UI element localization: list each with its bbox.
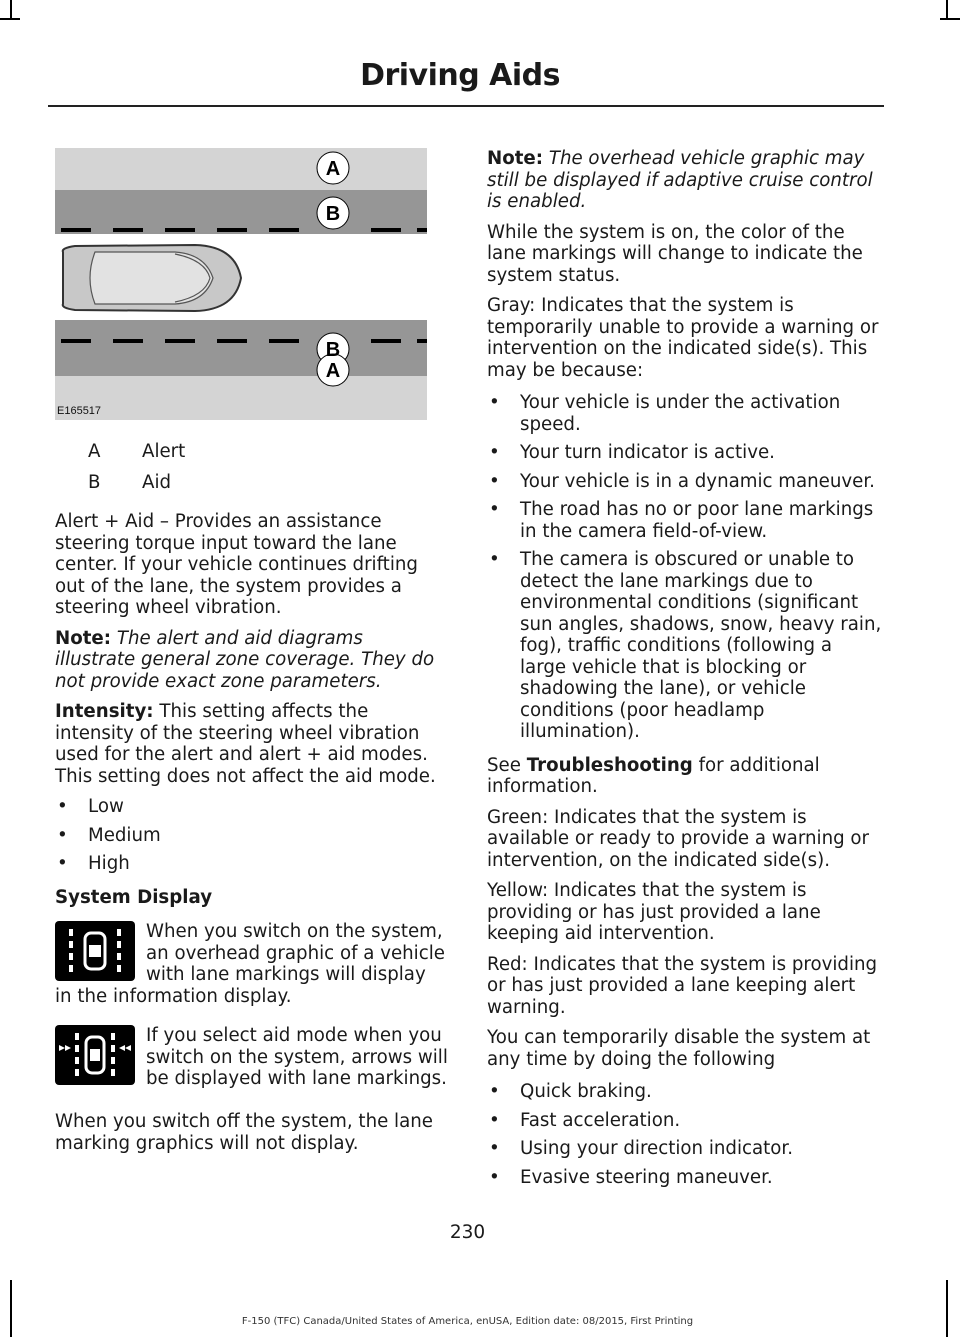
see-troubleshooting xyxy=(487,755,882,798)
crop-mark xyxy=(10,0,12,18)
intensity-label: Intensity: xyxy=(55,701,154,722)
key-row xyxy=(55,441,448,472)
display-off-text: When you switch off the system, the lane marking graphics will not display. xyxy=(55,1111,433,1154)
key-label: Aid xyxy=(142,472,172,493)
list-item: • Fast acceleration. xyxy=(487,1110,882,1132)
list-item: • Quick braking. xyxy=(487,1081,882,1103)
list-item: • High xyxy=(55,853,448,875)
display-text-arrows: If you select aid mode when you switch on the system, arrows will be displayed with lane markings. xyxy=(146,1025,448,1089)
green-description: Green: Indicates that the system is available or ready to provide a warning or intervention, on the indicated side(s). xyxy=(487,806,870,871)
key-letter: B xyxy=(88,472,101,493)
crop-mark xyxy=(0,18,20,20)
note-label: Note: xyxy=(55,627,112,649)
zone-b-label: B xyxy=(325,339,341,361)
key-row xyxy=(55,472,448,503)
lane-display-icon xyxy=(55,921,135,981)
display-row-arrows xyxy=(55,1025,448,1099)
list-item: • The road has no or poor lane markings in the camera field-of-view. xyxy=(487,499,882,542)
intensity-text: This setting affects the intensity of the steering wheel vibration used for the alert and alert + aid modes. This setting does not affect the aid mode. xyxy=(55,701,436,787)
see-suffix: for additional information. xyxy=(487,754,820,797)
display-row-overhead xyxy=(55,921,448,1007)
crop-mark xyxy=(940,18,960,20)
crop-mark xyxy=(946,1280,948,1337)
troubleshooting-link[interactable]: Troubleshooting xyxy=(526,754,693,776)
see-prefix: See xyxy=(487,754,521,776)
gray-reasons xyxy=(487,392,882,743)
zone-a-label: A xyxy=(325,360,341,382)
list-item: • Low xyxy=(55,796,448,818)
key-label: Alert xyxy=(142,441,186,462)
note-label: Note: xyxy=(487,148,544,169)
intensity-options xyxy=(55,796,448,875)
vehicle-graphic xyxy=(63,245,241,311)
diagram-key xyxy=(55,441,448,503)
disable-description: You can temporarily disable the system at any time by doing the following xyxy=(487,1027,871,1070)
right-column xyxy=(487,148,882,1195)
lane-zone-diagram xyxy=(55,148,427,420)
page-title: Driving Aids xyxy=(360,58,560,93)
yellow-description: Yellow: Indicates that the system is providing or has just provided a lane keeping aid intervention. xyxy=(487,880,821,944)
alert-aid-description: Alert + Aid – Provides an assistance steering torque input toward the lane center. If your vehicle continues drifting out of the lane, the system provides a steering wheel vibration. xyxy=(55,511,418,618)
note-text: The overhead vehicle graphic may still be displayed if adaptive cruise control is enabled. xyxy=(487,148,873,212)
note-overhead xyxy=(487,148,882,213)
figure-id: E165517 xyxy=(57,405,102,417)
disable-actions xyxy=(487,1081,882,1188)
note-diagrams xyxy=(55,628,448,693)
key-letter: A xyxy=(88,441,101,462)
list-item: • Your vehicle is in a dynamic maneuver. xyxy=(487,471,882,493)
color-description: While the system is on, the color of the lane markings will change to indicate the system status. xyxy=(487,221,863,286)
gray-description: Gray: Indicates that the system is temporarily unable to provide a warning or intervention on the indicated side(s). This may be because: xyxy=(487,295,879,381)
section-heading: System Display xyxy=(55,886,213,908)
left-column xyxy=(55,441,448,1163)
list-item: • Using your direction indicator. xyxy=(487,1138,882,1160)
crop-mark xyxy=(10,1280,12,1337)
lane-display-arrows-icon xyxy=(55,1025,135,1085)
header-divider xyxy=(48,105,884,107)
note-text: The alert and aid diagrams illustrate general zone coverage. They do not provide exact zone parameters. xyxy=(55,627,435,692)
list-item: • Evasive steering maneuver. xyxy=(487,1167,882,1189)
list-item: • Your turn indicator is active. xyxy=(487,442,882,464)
list-item: • Your vehicle is under the activation speed. xyxy=(487,392,882,435)
red-description: Red: Indicates that the system is providing or has just provided a lane keeping alert warning. xyxy=(487,953,878,1018)
display-text-overhead: When you switch on the system, an overhead graphic of a vehicle with lane markings will display in the information display. xyxy=(55,921,445,1007)
zone-b-label: B xyxy=(325,203,341,225)
zone-a-label: A xyxy=(325,158,341,180)
list-item: • Medium xyxy=(55,825,448,847)
crop-mark xyxy=(946,0,948,18)
page-number: 230 xyxy=(449,1222,486,1243)
footer-edition: F-150 (TFC) Canada/United States of America, enUSA, Edition date: 08/2015, First Printing xyxy=(241,1316,694,1327)
list-item: • The camera is obscured or unable to detect the lane markings due to environmental conditions (significant sun angles, shadows, snow, heavy rain, fog), traffic conditions (following a large vehicle that is blocking or shadowing the lane), or vehicle conditions (poor headlamp illumination). xyxy=(487,549,882,743)
intensity-description xyxy=(55,701,448,787)
